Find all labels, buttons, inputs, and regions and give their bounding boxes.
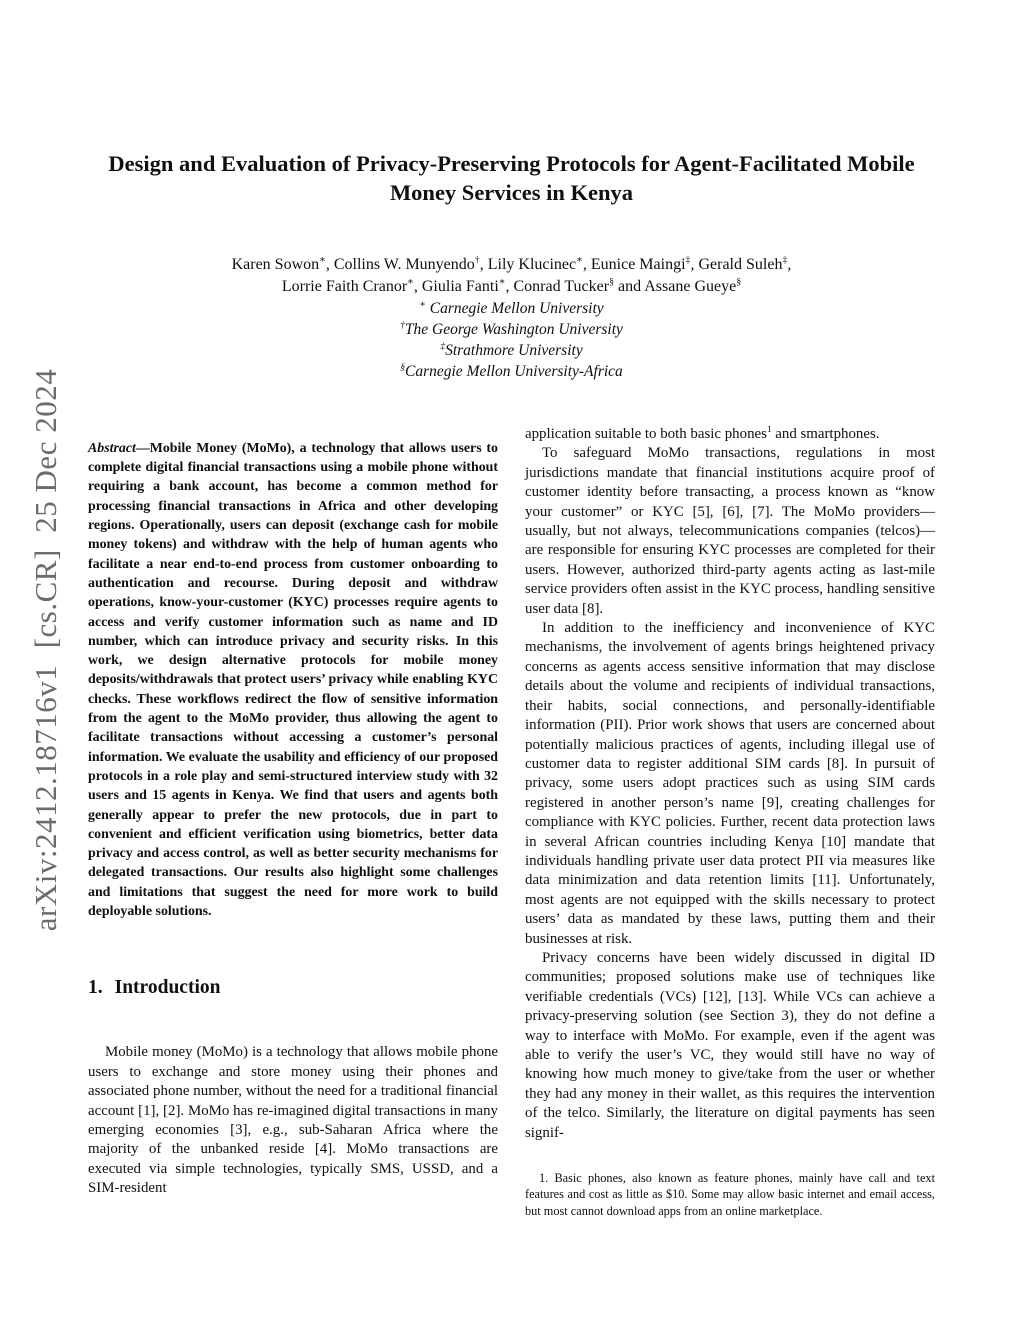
body-paragraph-privacy-concerns: In addition to the inefficiency and inconvenience of KYC mechanisms, the involvement of agents brings heightened privacy concerns as agents access sensitive information that may disclose details about the volume and recipients of individual transactions, their habits, social connections, and personally-identifiable information (PII). Prior work shows that users are concerned about potentially malicious practices of agents, including illegal use of customer data to register additional SIM cards [8]. In pursuit of privacy, some users adopt practices such as using SIM cards registered in another person’s name [9], creating challenges for compliance with KYC policies. Further, recent data protection laws in several African countries including Kenya [10] mandate that individuals handling private user data protect PII via measures like data minimization and data retention limits [11]. Unfortunately, most agents are not equipped with the skills necessary to protect users’ data as mandated by these laws, putting them and their businesses at risk. (525, 620, 935, 947)
arxiv-watermark: arXiv:2412.18716v1 [cs.CR] 25 Dec 2024 (28, 368, 63, 932)
two-column-body (88, 425, 935, 1232)
left-column (88, 425, 498, 1199)
affiliation-line-1: ∗ Carnegie Mellon University (419, 298, 604, 317)
section-title: Introduction (114, 977, 221, 999)
introduction-paragraph: Mobile money (MoMo) is a technology that allows mobile phone users to exchange and store money using their phones and associated phone number, without the need for a traditional financial account [1], [2]. MoMo has re-imagined digital transactions in many emerging economies [3], e.g., sub-Saharan Africa where the majority of the unbanked reside [4]. MoMo transactions are executed via simple technologies, typically SMS, USSD, and a SIM-resident (88, 1044, 498, 1197)
paper-page (88, 0, 935, 1232)
section-heading-introduction (88, 977, 498, 999)
footnote-basic-phones: 1. Basic phones, also known as feature phones, mainly have call and text features and cost as little as $10. Some may allow basic internet and email access, but most cannot download apps from an online marketplace. (525, 1171, 935, 1218)
affiliation-line-3: ‡Strathmore University (440, 340, 583, 359)
body-paragraph-kyc: To safeguard MoMo transactions, regulations in most jurisdictions mandate that financial institutions acquire proof of customer identity before transacting, a process known as “know your customer” or KYC [5], [6], [7]. The MoMo providers—usually, but not always, telecommunications companies (telcos)—are responsible for ensuring KYC processes are completed for their users. However, authorized third-party agents acting as last-mile service providers often assist in the KYC process, handling sensitive user data [8]. (525, 445, 935, 617)
body-paragraph-digital-id: Privacy concerns have been widely discussed in digital ID communities; proposed solutions make use of techniques like verifiable credentials (VCs) [12], [13]. While VCs can achieve a privacy-preserving solution (see Section 3), they do not define a way to interface with MoMo. For example, even if the agent was able to verify the user’s VC, they would still have no way of knowing how much money to give/take from the user or whether they had any money in their wallet, as this requires the intervention of the telco. Similarly, the literature on digital payments has seen signif- (525, 949, 935, 1141)
author-line-1: Karen Sowon∗, Collins W. Munyendo†, Lily Klucinec∗, Eunice Maingi‡, Gerald Suleh‡, (231, 254, 792, 273)
section-number: 1. (88, 977, 103, 999)
right-column (525, 425, 935, 1232)
body-paragraph-continuation: application suitable to both basic phones$^1$ and smartphones. (525, 424, 880, 442)
abstract-paragraph: Abstract—Mobile Money (MoMo), a technology that allows users to complete digital financial transactions using a mobile phone without requiring a bank account, has become a common method for processing financial transactions in Africa and other developing regions. Operationally, users can deposit (exchange cash for mobile money tokens) and withdraw with the help of human agents who facilitate a near end-to-end process from customer onboarding to authentication and recourse. During deposit and withdraw operations, know-your-customer (KYC) processes require agents to access and verify customer information such as name and ID number, which can introduce privacy and security risks. In this work, we design alternative protocols for mobile money deposits/withdrawals that protect users’ privacy while enabling KYC checks. These workflows redirect the flow of sensitive information from the agent to the MoMo provider, thus allowing the agent to facilitate transactions without accessing a customer’s personal information. We evaluate the usability and efficiency of our proposed protocols in a role play and semi-structured interview study with 32 users and 15 agents in Kenya. We find that users and agents both generally appear to prefer the new protocols, due in part to convenient and efficient verification using biometrics, better data privacy and access control, as well as better security mechanisms for delegated transactions. Our results also highlight some challenges and limitations that suggest the need for more work to build deployable solutions. (88, 440, 498, 920)
page-title (88, 0, 935, 207)
author-block (88, 254, 935, 298)
affiliation-block (88, 298, 935, 382)
affiliation-line-2: †The George Washington University (400, 319, 623, 338)
page-title-text: Design and Evaluation of Privacy-Preserving Protocols for Agent-Facilitated Mobile Money Services in Kenya (108, 151, 915, 205)
affiliation-line-4: §Carnegie Mellon University-Africa (400, 361, 623, 380)
author-line-2: Lorrie Faith Cranor∗, Giulia Fanti∗, Conrad Tucker§ and Assane Gueye§ (281, 276, 742, 295)
